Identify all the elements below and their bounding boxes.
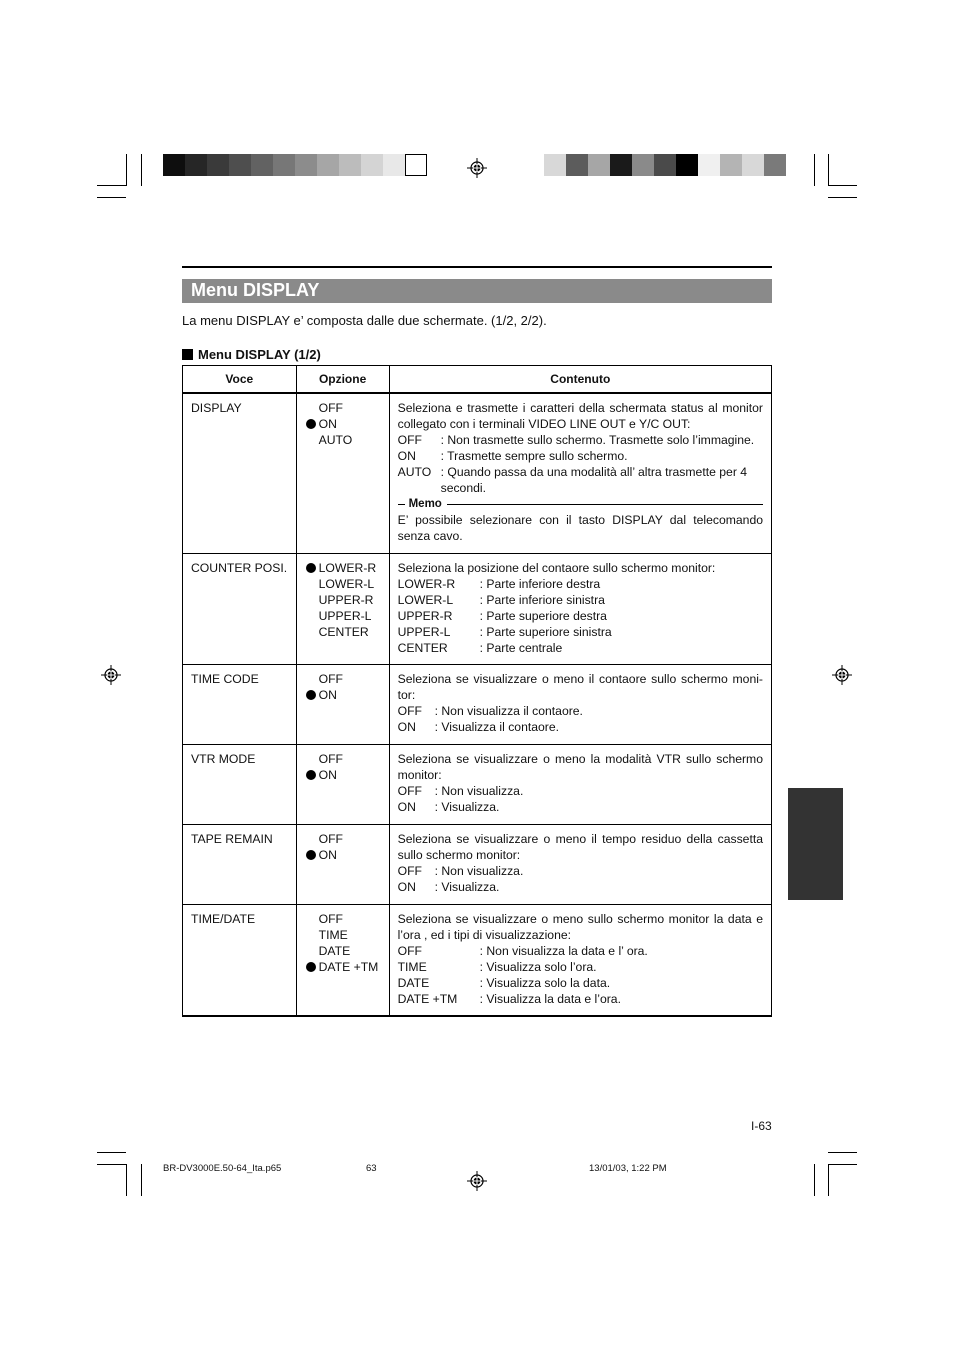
cell-opzione — [296, 904, 389, 1016]
value-key: OFF — [397, 703, 422, 718]
value-key: TIME — [397, 959, 427, 974]
option-item — [306, 576, 381, 592]
option-item — [306, 847, 381, 863]
section-title: Menu DISPLAY — [191, 280, 320, 300]
option-item — [306, 831, 381, 847]
value-key: UPPER-R — [397, 608, 453, 623]
option-label: AUTO — [318, 433, 353, 447]
cell-contenuto — [389, 664, 771, 744]
option-item — [306, 432, 381, 448]
color-swatch — [361, 154, 383, 176]
value-text: : Visualizza solo la data. — [479, 975, 611, 990]
table-header-row — [183, 366, 772, 394]
option-item — [306, 560, 381, 576]
value-description-item — [398, 432, 763, 448]
value-key: LOWER-L — [397, 592, 454, 607]
option-item — [306, 592, 381, 608]
color-swatch — [339, 154, 361, 176]
option-label: TIME — [318, 927, 348, 942]
crop-mark — [828, 185, 857, 186]
cell-opzione — [296, 393, 389, 553]
value-description-item — [398, 719, 763, 735]
registration-mark-icon — [467, 1171, 487, 1191]
table-row — [183, 553, 772, 664]
option-label: DATE +TM — [318, 959, 379, 974]
option-label: ON — [318, 417, 337, 431]
option-label: UPPER-L — [318, 608, 372, 623]
value-key: ON — [397, 879, 416, 894]
crop-mark — [141, 154, 142, 186]
color-swatch — [207, 154, 229, 176]
subheading-text: Menu DISPLAY (1/2) — [198, 347, 321, 362]
color-swatch — [566, 154, 588, 176]
value-text: : Non trasmette sullo schermo. Trasmette solo l’immagine. — [440, 433, 755, 447]
value-key: LOWER-R — [397, 576, 456, 591]
crop-mark — [828, 154, 829, 186]
description-text: Seleziona se visualizzare o meno la modalità VTR sullo schermo monitor: — [397, 751, 763, 782]
value-key: UPPER-L — [397, 624, 451, 639]
crop-mark — [828, 1152, 857, 1153]
value-text: : Visualizza il contaore. — [434, 719, 560, 734]
option-label: ON — [318, 687, 337, 702]
value-description-item — [398, 975, 763, 991]
memo-rule — [447, 504, 763, 505]
column-header-voce: Voce — [183, 366, 297, 394]
cell-contenuto — [389, 553, 771, 664]
value-key: ON — [397, 449, 416, 463]
option-label: LOWER-L — [318, 576, 375, 591]
cell-voce: COUNTER POSI. — [183, 553, 297, 664]
page-number: I-63 — [751, 1119, 772, 1133]
color-swatch — [742, 154, 764, 176]
option-label: OFF — [318, 911, 343, 926]
cell-voce: TIME/DATE — [183, 904, 297, 1016]
value-description-item — [398, 608, 763, 624]
column-header-opzione: Opzione — [296, 366, 389, 394]
cell-contenuto — [389, 904, 771, 1016]
table-body — [183, 393, 772, 1016]
option-label: ON — [318, 767, 337, 782]
option-item — [306, 911, 381, 927]
value-key: DATE — [397, 975, 430, 990]
crop-mark — [97, 185, 126, 186]
color-swatch — [251, 154, 273, 176]
color-swatch — [185, 154, 207, 176]
color-swatch — [676, 154, 698, 176]
registration-mark-icon — [467, 158, 487, 178]
table-row — [183, 824, 772, 904]
intro-text: La menu DISPLAY e’ composta dalle due schermate. (1/2, 2/2). — [182, 313, 547, 328]
footer-page: 63 — [366, 1163, 377, 1174]
color-calibration-bar-left — [163, 154, 427, 176]
option-item — [306, 416, 381, 432]
value-description-item — [398, 879, 763, 895]
memo-rule — [398, 504, 405, 505]
color-swatch — [405, 154, 427, 176]
color-swatch — [654, 154, 676, 176]
crop-mark — [828, 1164, 857, 1165]
selected-default-dot-icon — [306, 419, 316, 429]
crop-mark — [828, 197, 857, 198]
section-index-tab — [788, 788, 843, 900]
value-text: : Parte superiore sinistra — [479, 624, 612, 639]
description-text: Seleziona se visualizzare o meno il tempo residuo della cassetta sullo schermo monitor: — [397, 831, 763, 862]
crop-mark — [141, 1164, 142, 1196]
value-text: : Visualizza. — [434, 879, 500, 894]
memo-text: E’ possibile selezionare con il tasto DISPLAY dal telecomando senza cavo. — [397, 513, 763, 543]
table-row — [183, 904, 772, 1016]
value-key: DATE +TM — [397, 991, 458, 1006]
value-description-item — [398, 624, 763, 640]
option-label: OFF — [318, 831, 343, 846]
color-swatch — [764, 154, 786, 176]
value-text: : Parte superiore destra — [479, 608, 607, 623]
value-text: : Visualizza solo l’ora. — [479, 959, 597, 974]
option-item — [306, 687, 381, 703]
value-description-item — [398, 799, 763, 815]
crop-mark — [126, 1164, 127, 1196]
value-description-item — [398, 576, 763, 592]
value-description-item — [398, 448, 763, 464]
crop-mark — [126, 154, 127, 186]
option-item — [306, 751, 381, 767]
value-key: AUTO — [397, 465, 432, 479]
value-description-item — [398, 863, 763, 879]
cell-voce: VTR MODE — [183, 744, 297, 824]
value-key: OFF — [397, 783, 422, 798]
crop-mark — [814, 154, 815, 186]
option-item — [306, 671, 381, 687]
selected-default-dot-icon — [306, 850, 316, 860]
value-description-item — [398, 959, 763, 975]
color-swatch — [632, 154, 654, 176]
value-key: OFF — [397, 863, 422, 878]
option-item — [306, 400, 381, 416]
table-row — [183, 744, 772, 824]
description-text: Seleziona se visualizzare o meno il contaore sullo schermo moni-tor: — [397, 671, 763, 702]
color-swatch — [273, 154, 295, 176]
value-key: OFF — [397, 433, 422, 447]
registration-mark-icon — [832, 665, 852, 685]
color-swatch — [163, 154, 185, 176]
selected-default-dot-icon — [306, 563, 316, 573]
option-label: OFF — [318, 401, 343, 415]
cell-voce: TAPE REMAIN — [183, 824, 297, 904]
footer-file: BR-DV3000E.50-64_Ita.p65 — [163, 1163, 282, 1174]
option-label: ON — [318, 847, 337, 862]
cell-contenuto — [389, 393, 771, 553]
menu-table — [182, 365, 772, 1017]
table-row — [183, 664, 772, 744]
value-text: : Visualizza. — [434, 799, 500, 814]
option-item — [306, 608, 381, 624]
option-item — [306, 767, 381, 783]
selected-default-dot-icon — [306, 690, 316, 700]
option-label: OFF — [318, 671, 343, 686]
color-swatch — [383, 154, 405, 176]
subheading — [182, 347, 321, 362]
value-text: : Parte inferiore sinistra — [479, 592, 605, 607]
value-text: : Parte inferiore destra — [479, 576, 601, 591]
selected-default-dot-icon — [306, 770, 316, 780]
value-description-item — [398, 592, 763, 608]
value-description-item — [398, 703, 763, 719]
title-rule — [182, 266, 772, 268]
value-text: : Quando passa da una modalità all’ altra trasmette per 4 secondi. — [440, 465, 748, 495]
value-key: CENTER — [397, 640, 448, 655]
section-title-band — [182, 279, 772, 303]
value-description-item — [398, 783, 763, 799]
color-swatch — [610, 154, 632, 176]
option-label: DATE — [318, 943, 351, 958]
crop-mark — [814, 1164, 815, 1196]
selected-default-dot-icon — [306, 962, 316, 972]
crop-mark — [97, 1152, 126, 1153]
color-swatch — [229, 154, 251, 176]
color-swatch — [295, 154, 317, 176]
cell-opzione — [296, 744, 389, 824]
table-row — [183, 393, 772, 553]
value-key: ON — [397, 799, 416, 814]
value-text: : Non visualizza la data e l’ ora. — [479, 943, 648, 958]
cell-voce: DISPLAY — [183, 393, 297, 553]
value-description-item — [398, 943, 763, 959]
cell-opzione — [296, 824, 389, 904]
cell-contenuto — [389, 824, 771, 904]
color-swatch — [317, 154, 339, 176]
value-text: : Parte centrale — [479, 640, 563, 655]
description-text: Seleziona e trasmette i caratteri della schermata status al monitor collegato con i terminali VIDEO LINE OUT e Y/C OUT: — [397, 401, 763, 431]
option-item — [306, 943, 381, 959]
crop-mark — [828, 1164, 829, 1196]
option-item — [306, 927, 381, 943]
value-text: : Non visualizza. — [434, 783, 524, 798]
column-header-contenuto: Contenuto — [389, 366, 771, 394]
memo-label: Memo — [408, 498, 442, 510]
memo-header — [398, 496, 763, 512]
value-text: : Visualizza la data e l’ora. — [479, 991, 621, 1006]
cell-voce: TIME CODE — [183, 664, 297, 744]
option-label: LOWER-R — [318, 560, 377, 575]
option-label: CENTER — [318, 624, 369, 639]
value-description-item — [398, 640, 763, 656]
option-item — [306, 624, 381, 640]
crop-mark — [97, 197, 126, 198]
description-text: Seleziona la posizione del contaore sullo schermo monitor: — [397, 560, 716, 575]
registration-mark-icon — [101, 665, 121, 685]
square-bullet-icon — [182, 349, 193, 360]
option-label: OFF — [318, 751, 343, 766]
cell-opzione — [296, 553, 389, 664]
color-swatch — [544, 154, 566, 176]
option-label: UPPER-R — [318, 592, 374, 607]
crop-mark — [97, 1164, 126, 1165]
footer-date: 13/01/03, 1:22 PM — [589, 1163, 667, 1174]
value-description-item — [398, 464, 763, 496]
option-item — [306, 959, 381, 975]
value-text: : Non visualizza il contaore. — [434, 703, 583, 718]
color-swatch — [720, 154, 742, 176]
description-text: Seleziona se visualizzare o meno sullo schermo monitor la data e l’ora , ed i tipi di visualizzazione: — [397, 911, 763, 942]
color-calibration-bar-right — [544, 154, 786, 176]
value-key: ON — [397, 719, 416, 734]
value-key: OFF — [397, 943, 422, 958]
value-text: : Trasmette sempre sullo schermo. — [440, 449, 628, 463]
cell-opzione — [296, 664, 389, 744]
color-swatch — [698, 154, 720, 176]
cell-contenuto — [389, 744, 771, 824]
value-description-item — [398, 991, 763, 1007]
value-text: : Non visualizza. — [434, 863, 524, 878]
color-swatch — [588, 154, 610, 176]
